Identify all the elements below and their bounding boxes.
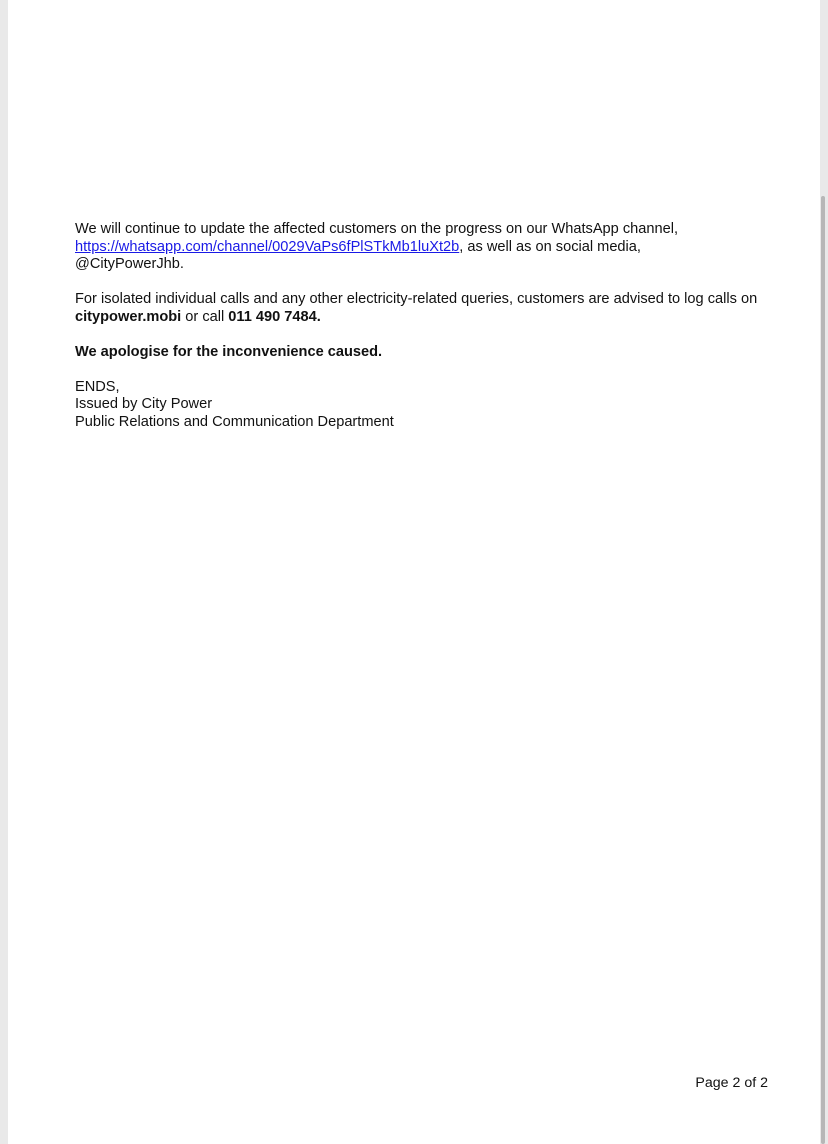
paragraph2-middle-text: or call: [181, 308, 229, 325]
website-name: citypower.mobi: [75, 308, 182, 325]
page-content: [75, 221, 775, 449]
social-media-handle: @CityPowerJhb.: [75, 256, 184, 272]
phone-number: 011 490 7484.: [228, 308, 321, 325]
page-number: Page 2 of 2: [695, 1075, 768, 1091]
document-page: [8, 0, 820, 1144]
issued-by-label: Issued by City Power: [75, 396, 213, 412]
paragraph1-text: We will continue to update the affected customers on the progress on our WhatsApp channel,: [75, 221, 679, 237]
whatsapp-channel-link[interactable]: https://whatsapp.com/channel/0029VaPs6fPlSTkMb1luXt2b: [75, 238, 460, 255]
paragraph1-text-after-link: , as well as on social media,: [459, 238, 641, 255]
apology-statement: We apologise for the inconvenience caused.: [75, 343, 383, 360]
whatsapp-update-paragraph: [75, 221, 775, 274]
queries-paragraph: [75, 291, 775, 326]
closing-block: [75, 379, 775, 432]
ends-label: ENDS,: [75, 378, 120, 395]
paragraph2-text: For isolated individual calls and any other electricity-related queries, customers are advised to log calls on: [75, 291, 758, 307]
department-label: Public Relations and Communication Department: [75, 413, 394, 430]
vertical-scrollbar[interactable]: [821, 196, 825, 1144]
